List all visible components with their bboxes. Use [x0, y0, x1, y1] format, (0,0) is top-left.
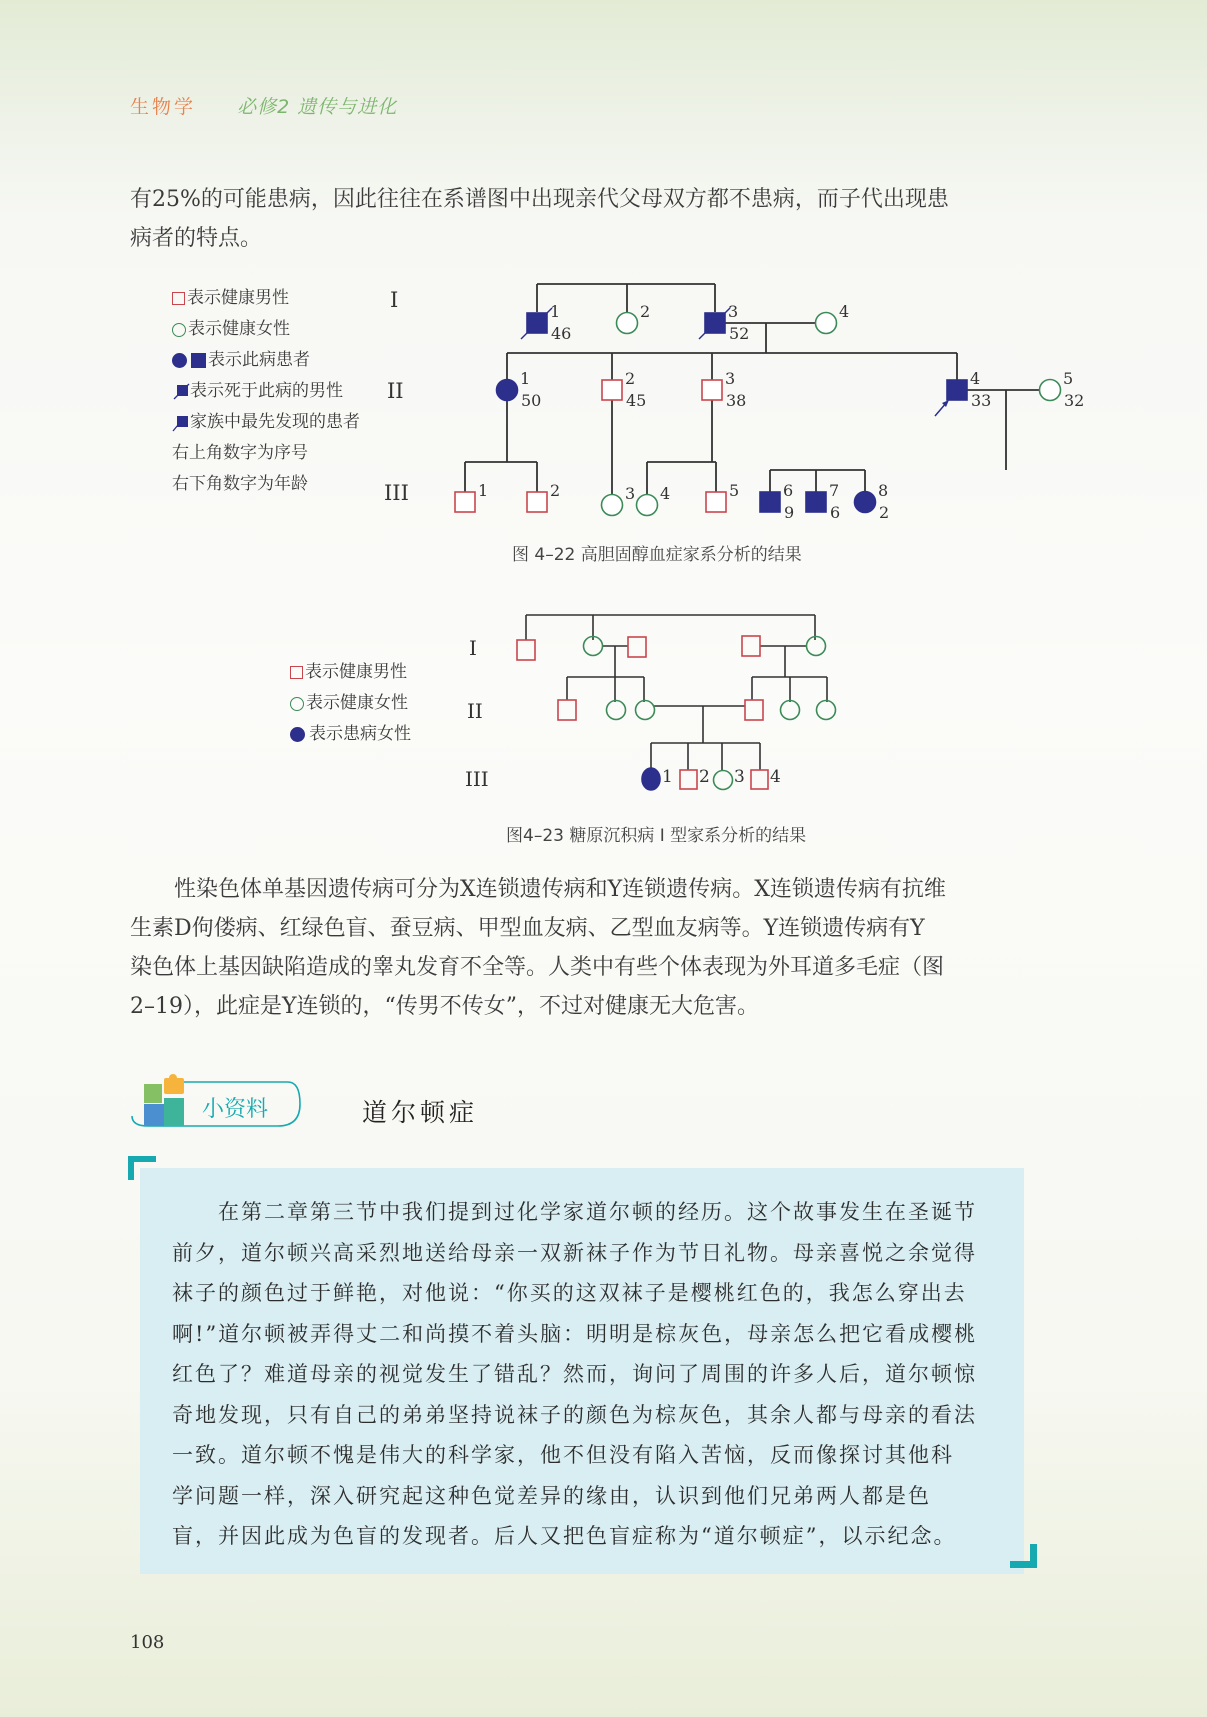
legend-item [172, 376, 360, 407]
male-symbol [602, 380, 622, 400]
individual-III-1 [455, 481, 488, 512]
individual-III-3 [714, 771, 733, 790]
individual-II-4 [745, 700, 763, 720]
seq-label: 4 [770, 767, 781, 787]
age-number: 38 [726, 391, 747, 410]
seq-number: 4 [970, 369, 981, 388]
deceased-slash [521, 332, 528, 339]
legend-item [290, 719, 411, 750]
legend-item [172, 407, 360, 438]
individual-II-4 [935, 369, 991, 416]
puzzle-icon [144, 1074, 184, 1126]
individual-II-2 [602, 369, 646, 410]
individual-III-3 [602, 484, 636, 516]
info-box-text [172, 1192, 998, 1557]
male-symbol [806, 492, 826, 512]
text-line: 病者的特点。 [130, 226, 263, 251]
seq-label: 2 [699, 767, 710, 787]
text-line: 在第二章第三节中我们提到过化学家道尔顿的经历。这个故事发生在圣诞节 [172, 1200, 977, 1224]
male-symbol [706, 492, 726, 512]
female-symbol [855, 492, 876, 513]
info-badge [128, 1074, 300, 1128]
female-symbol [1040, 380, 1061, 401]
text-line: 生素D佝偻病、红绿色盲、蚕豆病、甲型血友病、乙型血友病等。Y连锁遗传病有Y [130, 916, 925, 941]
generation-label: I [390, 288, 399, 312]
individual-I-1 [517, 640, 535, 660]
badge-label: 小资料 [202, 1097, 269, 1122]
legend-label: 表示死于此病的男性 [190, 381, 343, 401]
fig-4-22-pedigree [384, 270, 1085, 530]
age-number: 2 [879, 503, 890, 522]
individual-III-4 [637, 484, 671, 516]
female-symbol [497, 380, 518, 401]
female-symbol [816, 313, 837, 334]
age-number: 45 [626, 391, 647, 410]
fig-4-22-caption: 图 4–22 高胆固醇血症家系分析的结果 [512, 545, 802, 565]
deceased-slash [699, 332, 706, 339]
paragraph-2 [130, 870, 1050, 1026]
male-symbol [947, 380, 967, 400]
text-line: 染色体上基因缺陷造成的睾丸发育不全等。人类中有些个体表现为外耳道多毛症（图 [130, 955, 945, 980]
seq-number: 2 [550, 481, 561, 500]
individual-III-5 [706, 481, 739, 512]
legend-item [172, 314, 360, 345]
affected-female-icon [290, 727, 305, 742]
corner-decoration [128, 1156, 134, 1180]
individual-II-3 [702, 369, 746, 410]
individual-I-5 [807, 637, 826, 656]
text-line: 啊!”道尔顿被弄得丈二和尚摸不着头脑：明明是棕灰色，母亲怎么把它看成樱桃 [172, 1321, 978, 1346]
legend-label: 表示健康男性 [305, 662, 407, 682]
individual-II-5 [1040, 369, 1085, 410]
healthy-male-icon [290, 666, 303, 679]
running-head [130, 92, 397, 119]
individual-III-1 [642, 768, 660, 790]
affected-male-icon [191, 353, 206, 368]
individual-II-5 [781, 701, 800, 720]
male-symbol [527, 492, 547, 512]
text-line: 前夕，道尔顿兴高采烈地送给母亲一双新袜子作为节日礼物。母亲喜悦之余觉得 [172, 1240, 977, 1265]
fig-4-23-legend [290, 657, 411, 750]
legend-item [172, 345, 360, 376]
age-number: 46 [551, 324, 572, 343]
info-box-title: 道尔顿症 [362, 1098, 479, 1127]
individual-II-3 [636, 701, 655, 720]
seq-number: 2 [625, 369, 636, 388]
individual-III-2 [527, 481, 560, 512]
seq-number: 1 [550, 302, 561, 321]
individual-III-4 [751, 770, 768, 789]
generation-label: II [387, 379, 404, 403]
fig-4-22-legend [172, 283, 360, 500]
individual-III-6 [760, 481, 794, 522]
seq-label: 1 [662, 767, 673, 787]
legend-label: 表示此病患者 [208, 350, 310, 370]
text-line: 红色了？难道母亲的视觉发生了错乱？然而，询问了周围的许多人后，道尔顿惊 [172, 1362, 977, 1386]
affected-female-icon [172, 353, 187, 368]
paragraph-1 [130, 180, 1050, 258]
individual-I-3 [628, 637, 646, 657]
legend-label: 右下角数字为年龄 [172, 474, 308, 494]
female-symbol [637, 495, 658, 516]
seq-number: 1 [478, 481, 489, 500]
subject-title: 生物学 [130, 96, 197, 118]
individual-I-4 [816, 302, 850, 334]
seq-number: 3 [625, 484, 636, 503]
age-number: 33 [971, 391, 992, 410]
legend-label: 右上角数字为序号 [172, 443, 308, 463]
individual-II-1 [497, 369, 542, 410]
fig-4-23-caption: 图4–23 糖原沉积病 I 型家系分析的结果 [506, 826, 807, 846]
legend-label: 表示健康男性 [187, 288, 289, 308]
seq-number: 3 [728, 302, 739, 321]
seq-label: 3 [734, 767, 745, 787]
generation-label: III [384, 481, 409, 505]
age-number: 6 [830, 503, 841, 522]
legend-item [172, 469, 360, 500]
seq-number: 5 [729, 481, 740, 500]
healthy-male-icon [172, 292, 185, 305]
female-symbol [617, 313, 638, 334]
legend-label: 表示健康女性 [188, 319, 290, 339]
seq-number: 7 [829, 481, 840, 500]
seq-number: 5 [1063, 369, 1074, 388]
individual-II-6 [817, 701, 836, 720]
male-symbol [455, 492, 475, 512]
text-line: 袜子的颜色过于鲜艳，对他说：“你买的这双袜子是樱桃红色的，我怎么穿出去 [172, 1281, 967, 1305]
fig-4-23-pedigree [465, 605, 870, 800]
seq-number: 3 [725, 369, 736, 388]
healthy-female-icon [172, 323, 186, 337]
male-symbol [760, 492, 780, 512]
deceased-male-icon [172, 383, 190, 401]
seq-number: 4 [660, 484, 671, 503]
seq-number: 2 [640, 302, 651, 321]
corner-decoration [1030, 1544, 1037, 1568]
legend-item [172, 283, 360, 314]
individual-II-2 [607, 701, 626, 720]
text-line: 一致。道尔顿不愧是伟大的科学家，他不但没有陷入苦恼，反而像探讨其他科 [172, 1443, 954, 1467]
text-line: 奇地发现，只有自己的弟弟坚持说袜子的颜色为棕灰色，其余人都与母亲的看法 [172, 1402, 977, 1427]
age-number: 52 [729, 324, 750, 343]
text-line: 有25%的可能患病，因此往往在系谱图中出现亲代父母双方都不患病，而子代出现患 [130, 187, 949, 212]
individual-I-4 [742, 636, 760, 656]
text-line: 性染色体单基因遗传病可分为X连锁遗传病和Y连锁遗传病。X连锁遗传病有抗维 [130, 877, 946, 902]
text-line: 学问题一样，深入研究起这种色觉差异的缘由，认识到他们兄弟两人都是色 [172, 1483, 931, 1508]
age-number: 50 [521, 391, 542, 410]
legend-label: 家族中最先发现的患者 [190, 412, 360, 432]
individual-I-2 [617, 302, 651, 334]
page-number: 108 [130, 1632, 165, 1653]
male-symbol [527, 313, 547, 333]
male-symbol [705, 313, 725, 333]
individual-III-7 [806, 481, 840, 522]
text-line: 盲，并因此成为色盲的发现者。后人又把色盲症称为“道尔顿症”，以示纪念。 [172, 1524, 957, 1548]
generation-label: III [465, 767, 489, 791]
book-title: 必修2 遗传与进化 [237, 96, 398, 118]
seq-number: 8 [878, 481, 889, 500]
seq-number: 6 [783, 481, 794, 500]
individual-II-1 [558, 700, 576, 720]
legend-label: 表示健康女性 [306, 693, 408, 713]
healthy-female-icon [290, 697, 304, 711]
text-line: 2–19），此症是Y连锁的，“传男不传女”，不过对健康无大危害。 [130, 994, 760, 1019]
age-number: 32 [1064, 391, 1085, 410]
proband-icon [172, 414, 190, 432]
seq-number: 4 [839, 302, 850, 321]
legend-item [290, 657, 411, 688]
seq-number: 1 [520, 369, 531, 388]
male-symbol [702, 380, 722, 400]
individual-III-8 [855, 481, 890, 522]
legend-item [172, 438, 360, 469]
generation-label: I [469, 636, 477, 660]
generation-label: II [467, 699, 483, 723]
legend-label: 表示患病女性 [309, 724, 411, 744]
legend-item [290, 688, 411, 719]
age-number: 9 [784, 503, 795, 522]
female-symbol [602, 495, 623, 516]
individual-I-1 [521, 302, 571, 343]
individual-III-2 [680, 770, 697, 789]
